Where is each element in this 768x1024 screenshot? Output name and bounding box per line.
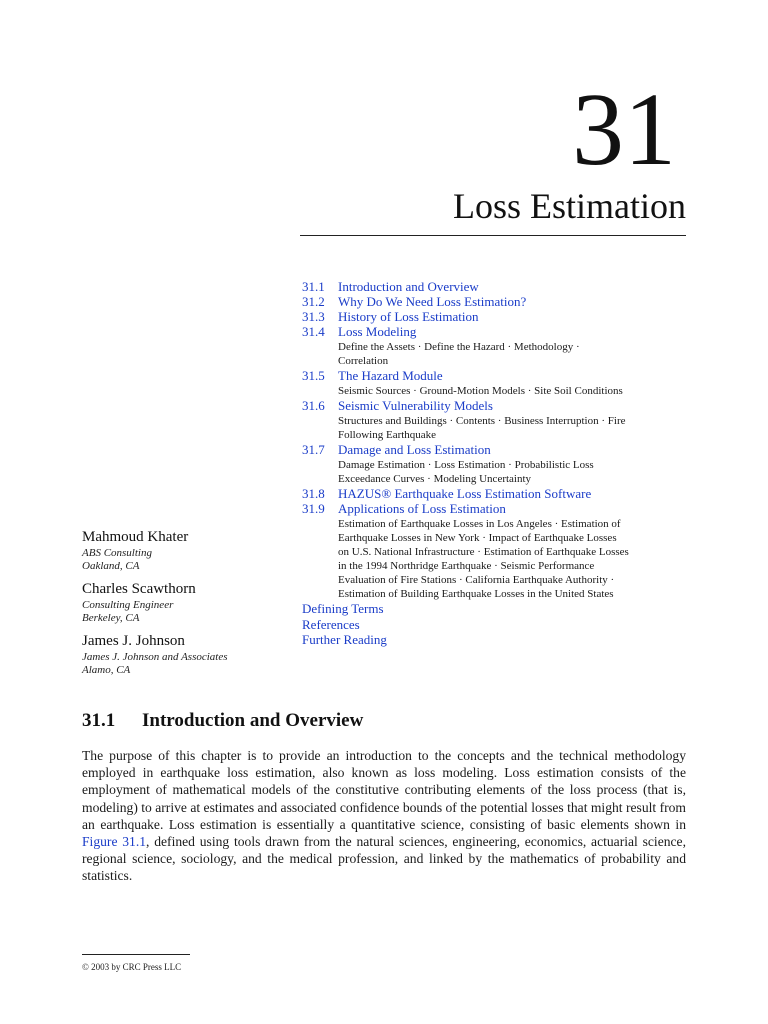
toc-link[interactable] xyxy=(302,501,662,516)
toc-link[interactable] xyxy=(302,486,662,501)
author-affiliation: ABS Consulting xyxy=(82,547,152,559)
chapter-number: 31 xyxy=(572,72,676,187)
author xyxy=(82,580,282,625)
paragraph-text: , defined using tools drawn from the natural sciences, engineering, economics, actuarial science, regional science, sociology, and the medical profession, and linked by the mathematics of probability and statistics. xyxy=(82,834,686,884)
toc-item-title: Damage and Loss Estimation xyxy=(338,442,491,457)
toc-item xyxy=(302,486,662,501)
toc-link[interactable] xyxy=(302,309,662,324)
toc-item-title: Introduction and Overview xyxy=(338,279,479,294)
author-affiliation: James J. Johnson and Associates xyxy=(82,651,228,663)
toc-item-title: Why Do We Need Loss Estimation? xyxy=(338,294,527,309)
toc-item-title: Loss Modeling xyxy=(338,324,417,339)
toc-link-defining-terms[interactable]: Defining Terms xyxy=(302,601,384,616)
figure-link[interactable]: Figure 31.1 xyxy=(82,834,147,850)
toc-item xyxy=(302,294,662,309)
toc-item-number: 31.3 xyxy=(302,309,325,324)
toc-item xyxy=(302,442,662,486)
footnote-rule xyxy=(82,954,190,955)
toc-item xyxy=(302,398,662,442)
body-paragraph xyxy=(82,747,686,885)
toc-subtopics: Estimation of Earthquake Losses in Los Angeles · Estimation of Earthquake Losses in New York · Impact of Earthquake Losses on U.S. National Infrastructure · Estimation of Earthquake Losses in the 1994 Northridge Earthquake · Seismic Performance Evaluation of Fire Stations · California Earthquake Authority · Estimation of Building Earthquake Losses in the United States xyxy=(338,518,629,600)
toc-item-title: Seismic Vulnerability Models xyxy=(338,398,493,413)
author-location: Berkeley, CA xyxy=(82,612,140,624)
paragraph-text: The purpose of this chapter is to provide an introduction to the concepts and the technical methodology employed in earthquake loss estimation, also known as loss modeling. Loss estimation consists of the employment of mathematical models of the constitutive contributing elements of the loss process (that is, modeling) to arrive at estimates and associated confidence bounds of the potential losses that might result from an earthquake. Loss estimation is essentially a quantitative science, consisting of basic elements shown in xyxy=(82,748,687,832)
toc-link[interactable] xyxy=(302,279,662,294)
toc-item xyxy=(302,309,662,324)
author xyxy=(82,528,282,573)
toc-item-number: 31.2 xyxy=(302,294,325,309)
toc-item xyxy=(302,368,662,398)
section-title: Introduction and Overview xyxy=(142,710,364,731)
toc-item-number: 31.8 xyxy=(302,486,325,501)
toc-item xyxy=(302,501,662,601)
toc-link-further-reading[interactable]: Further Reading xyxy=(302,632,387,647)
author-affiliation: Consulting Engineer xyxy=(82,599,174,611)
toc-link[interactable] xyxy=(302,442,662,457)
chapter-title: Loss Estimation xyxy=(453,186,686,226)
author-list xyxy=(82,528,282,684)
toc-item-title: The Hazard Module xyxy=(338,368,443,383)
table-of-contents xyxy=(302,279,662,648)
copyright-notice: © 2003 by CRC Press LLC xyxy=(82,962,182,972)
toc-item xyxy=(302,279,662,294)
author-name: Charles Scawthorn xyxy=(82,581,196,597)
toc-link[interactable] xyxy=(302,324,662,339)
toc-link[interactable] xyxy=(302,368,662,383)
toc-link[interactable] xyxy=(302,398,662,413)
title-rule xyxy=(300,235,686,236)
section-number: 31.1 xyxy=(82,710,116,731)
toc-item-number: 31.1 xyxy=(302,279,325,294)
toc-item xyxy=(302,324,662,368)
toc-item-number: 31.9 xyxy=(302,501,325,516)
toc-item-title: Applications of Loss Estimation xyxy=(338,501,506,516)
toc-item-title: History of Loss Estimation xyxy=(338,309,479,324)
toc-item-number: 31.6 xyxy=(302,398,325,413)
author-location: Oakland, CA xyxy=(82,560,140,572)
toc-item-title: HAZUS® Earthquake Loss Estimation Software xyxy=(338,486,592,501)
toc-subtopics: Define the Assets · Define the Hazard · Methodology · Correlation xyxy=(338,341,580,367)
toc-item-number: 31.5 xyxy=(302,368,325,383)
author xyxy=(82,632,282,677)
section-heading xyxy=(82,710,363,732)
toc-subtopics: Seismic Sources · Ground-Motion Models · Site Soil Conditions xyxy=(338,385,623,397)
toc-link-references[interactable]: References xyxy=(302,616,360,632)
toc-subtopics: Damage Estimation · Loss Estimation · Probabilistic Loss Exceedance Curves · Modeling Uncertainty xyxy=(338,459,594,485)
author-name: Mahmoud Khater xyxy=(82,529,189,545)
toc-link[interactable] xyxy=(302,294,662,309)
toc-subtopics: Structures and Buildings · Contents · Business Interruption · Fire Following Earthquake xyxy=(338,415,626,441)
author-location: Alamo, CA xyxy=(82,664,131,676)
toc-item-number: 31.7 xyxy=(302,442,325,457)
toc-item-number: 31.4 xyxy=(302,324,325,339)
author-name: James J. Johnson xyxy=(82,633,185,649)
